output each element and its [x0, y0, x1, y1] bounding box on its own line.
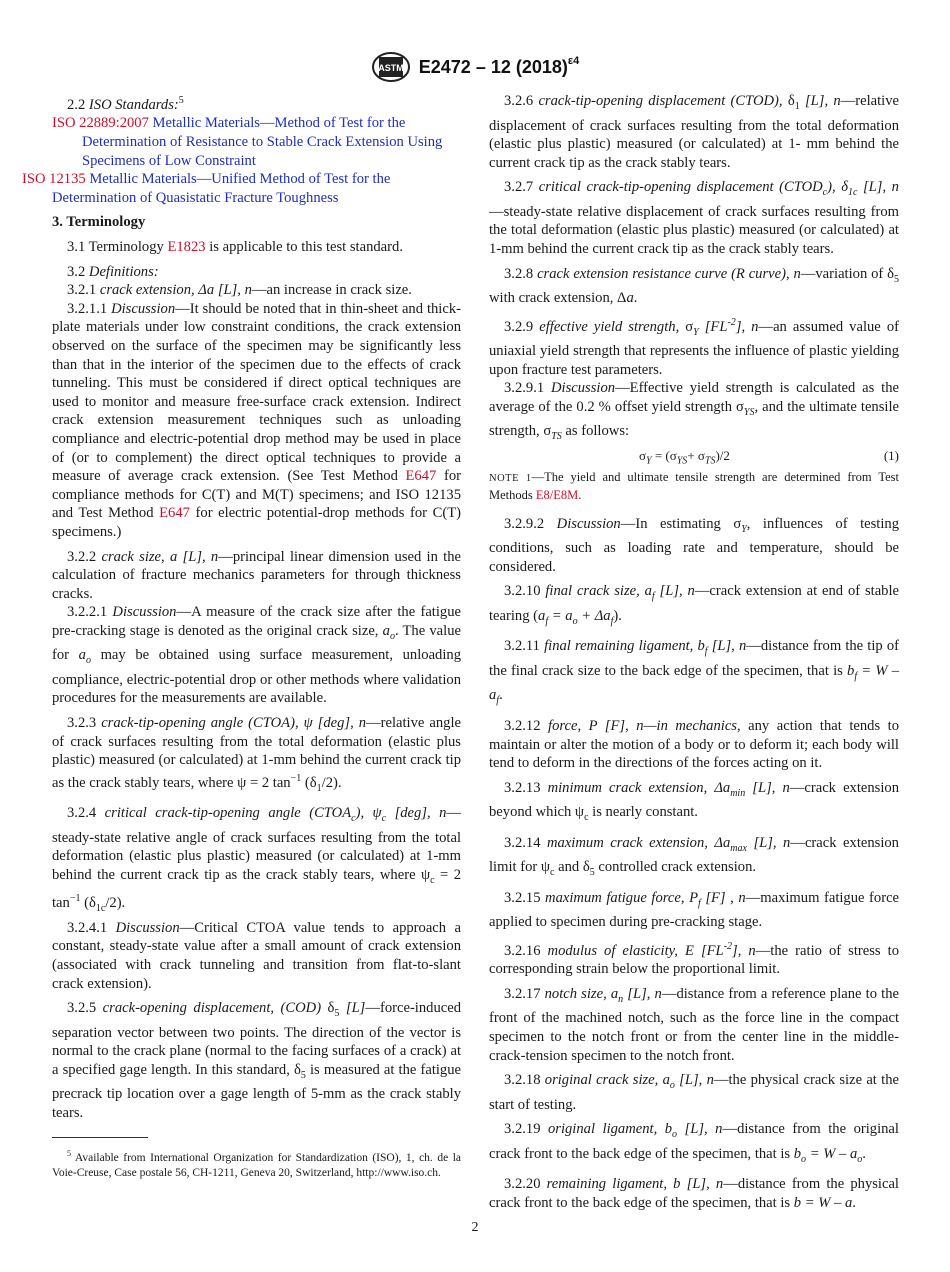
para-3-2-8: 3.2.8 crack extension resistance curve (R curve), n—variation of $\delta_5$ with crack extension, Δa. [489, 265, 899, 307]
page-number: 2 [471, 1220, 479, 1235]
para-3-2-9-2: 3.2.9.2 Discussion—In estimating $\sigma_Y$, influences of testing conditions, such as loading rate and temperature, should be considered. [489, 515, 899, 575]
para-3-2-16: 3.2.16 modulus of elasticity, E $[FL^{-2}]$, n—the ratio of stress to corresponding strain below the proportional limit. [489, 940, 899, 978]
para-3-2-3: 3.2.3 crack-tip-opening angle (CTOA), ψ [deg], n—relative angle of crack surfaces resulting from the total deformation (elastic plus plastic) measured (or calculated) at 1-mm behind the current crack tip as the crack stably tears, where ψ = 2 $\tan^{-1} (\delta_1/2)$. [52, 715, 461, 794]
e8-e8m-link[interactable]: E8/E8M [535, 487, 579, 502]
iso-standards-heading: 2.2 ISO Standards:$^5$ [67, 95, 184, 113]
svg-text:ASTM: ASTM [378, 63, 404, 73]
e1823-link[interactable]: E1823 [167, 239, 206, 256]
para-3-2-2-1: 3.2.2.1 Discussion—A measure of the crack size after the fatigue pre-cracking stage is denoted as the original crack size, $a_o$. The value for $a_o$ may be obtained using surface measurement, unloading compliance, electric-potential drop or other methods where validation procedures for the measurements are available. [52, 604, 461, 707]
para-3-2-4: 3.2.4 critical crack-tip-opening angle $(CTOA_c)$, $\psi_c$ [deg], n—steady-state relative angle of crack surfaces resulting from the total deformation (elastic plus plastic) measured (or calculated) at 1-mm behind the current crack tip as the crack stably tears, where $\psi_c = 2$ $\tan^{-1} (\delta_{1c}/2)$. [52, 805, 462, 915]
para-3-2: 3.2 Definitions: [67, 263, 159, 280]
footnote-divider [52, 1137, 148, 1138]
para-3-2-14: 3.2.14 maximum crack extension, $\Delta a_{max}$ [L], n—crack extension limit for $\psi_c$ and $\delta_5$ controlled crack extension. [489, 834, 899, 879]
astm-logo-icon [371, 51, 411, 83]
para-3-2-7: 3.2.7 critical crack-tip-opening displacement $(CTOD_c)$, $\delta_{1c}$ [L], n—steady-state relative displacement of crack surfaces resulting from the total deformation (elastic plus plastic) measured (or calculated) at 1-mm behind the current crack tip as the crack stably tears. [489, 179, 899, 257]
document-designation: E2472 – 12 $(2018)^{\varepsilon 4}$ [418, 54, 580, 77]
equation-1-formula: $\sigma_Y = (\sigma_{YS}+ \sigma_{TS})/2$ [639, 447, 730, 467]
para-3-2-19: 3.2.19 original ligament, $b_o$ [L], n—distance from the original crack front to the back edge of the specimen, that is $b_o = W - a_o$. [489, 1121, 899, 1165]
para-3-2-6: 3.2.6 crack-tip-opening displacement (CTOD), $\delta_1$ [L], n—relative displacement of crack surfaces resulting from the total deformation (elastic plus plastic) measured (or calculated) at 1- mm behind the current crack tip as the crack stably tears. [489, 93, 900, 171]
para-3-2-18: 3.2.18 original crack size, $a_o$ [L], n—the physical crack size at the start of testing. [489, 1072, 899, 1113]
iso-12135-reference[interactable]: ISO 12135 Metallic Materials—Unified Method of Test for the Determination of Quasistatic Fracture Toughness [22, 171, 391, 206]
footnote-5: $^5$ Available from International Organization for Standardization (ISO), 1, ch. de la Voie-Creuse, Case postale 56, CH-1211, Geneva 20, Switzerland, http://www.iso.ch. [52, 1149, 461, 1180]
para-3-2-11: 3.2.11 final remaining ligament, $b_f$ [L], n—distance from the tip of the final crack size to the back edge of the specimen, that is $b_f = W - a_f$. [489, 638, 900, 707]
para-3-2-15: 3.2.15 maximum fatigue force, $P_f$ [F] , n—maximum fatigue force applied to specimen during pre-cracking stage. [489, 889, 900, 931]
equation-1-number: (1) [883, 447, 899, 463]
left-column [22, 92, 462, 1129]
para-3-2-13: 3.2.13 minimum crack extension, $\Delta a_{min}$ [L], n—crack extension beyond which $\psi_c$ is nearly constant. [489, 779, 899, 824]
section-terminology-heading: 3. Terminology [52, 214, 146, 231]
para-3-2-5: 3.2.5 crack-opening displacement, (COD) $\delta_5$ [L]—force-induced separation vector between two points. The direction of the vector is normal to the crack plane (normal to the facing surfaces of a crack) at a specified gage length. In this standard, $\delta_5$ is measured at the fatigue precrack tip location over a gage length of 5-mm as the crack stably tears. [52, 1000, 461, 1121]
para-3-2-20: 3.2.20 remaining ligament, b [L], n—distance from the physical crack front to the back edge of the specimen, that is b = W – a. [489, 1176, 899, 1211]
para-3-2-4-1: 3.2.4.1 Discussion—Critical CTOA value tends to approach a constant, steady-state value after a small amount of crack extension (associated with crack tunneling and transition from flat-to-slant crack extension). [52, 919, 461, 992]
para-3-2-2: 3.2.2 crack size, a [L], n—principal linear dimension used in the calculation of fracture mechanics parameters for through thickness cracks. [52, 548, 461, 602]
para-3-1: 3.1 Terminology E1823 is applicable to this test standard. [67, 239, 403, 256]
right-column [489, 92, 899, 1218]
para-3-2-1: 3.2.1 crack extension, Δa [L], n—an increase in crack size. [67, 282, 412, 299]
para-3-2-9-1: 3.2.9.1 Discussion—Effective yield strength is calculated as the average of the 0.2 % offset yield strength $\sigma_{YS}$, and the ultimate tensile strength, $\sigma_{TS}$ as follows: [489, 380, 899, 443]
iso-22889-reference[interactable]: ISO 22889:2007 Metallic Materials—Method of Test for the Determination of Resistance to Stable Crack Extension Using Specimens of Low Constraint [52, 115, 443, 169]
para-3-2-12: 3.2.12 force, P [F], n—in mechanics, any action that tends to maintain or alter the motion of a body or to deform it; each body will tend to deform in the directions of the forces acting on it. [489, 717, 899, 772]
para-3-2-10: 3.2.10 final crack size, $a_f$ [L], n—crack extension at end of stable tearing $(a_f = a_o + \Delta a_f)$. [489, 583, 899, 627]
e647-link-2[interactable]: E647 [159, 505, 190, 522]
page-header [0, 50, 950, 84]
equation-1 [489, 445, 899, 467]
note-1: NOTE 1—The yield and ultimate tensile strength are determined from Test Methods E8/E8M. [489, 469, 899, 502]
para-3-2-9: 3.2.9 effective yield strength, $\sigma_Y$ $[FL^{-2}]$, n—an assumed value of uniaxial yield strength that represents the influence of plastic yielding upon fracture test parameters. [489, 316, 899, 378]
e647-link[interactable]: E647 [405, 468, 437, 485]
para-3-2-1-1: 3.2.1.1 Discussion—It should be noted that in thin-sheet and thick-plate materials under low constraint conditions, the crack extension observed on the surface of the specimen may be significantly less than that in the interior of the specimen due to the effects of crack tunneling. This must be considered if direct optical techniques are used to monitor and measure free-surface crack extension. Indirect crack extension measurement techniques such as unloading compliance and electric-potential drop method may be used in place of (or to complement) the direct optical techniques to provide a measure of average crack extension. (See Test Method E647 for compliance methods for C(T) and M(T) specimens; and ISO 12135 and Test Method E647 for electric potential-drop methods for C(T) specimens.) [52, 300, 461, 540]
para-3-2-17: 3.2.17 notch size, $a_n$ [L], n—distance from a reference plane to the front of the machined notch, such as the force line in the compact specimen to the notch front or from the center line in the middle-crack-tension specimen to the notch front. [489, 985, 899, 1064]
